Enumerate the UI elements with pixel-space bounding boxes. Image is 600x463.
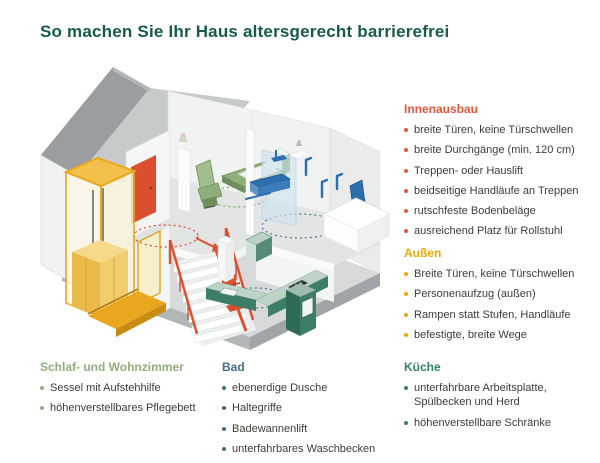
list-item xyxy=(404,381,594,410)
list-item xyxy=(404,204,596,218)
list-item xyxy=(404,267,596,281)
kitchen-tall-units xyxy=(286,283,316,336)
list-item-text: unterfahrbares Waschbecken xyxy=(232,442,376,455)
bullet-dot xyxy=(40,386,44,390)
bullet-dot xyxy=(404,229,408,233)
list-item xyxy=(222,422,390,436)
list-item-text: Personenaufzug (außen) xyxy=(414,288,536,301)
section-heading: Schlaf- und Wohnzimmer xyxy=(40,360,184,374)
section-aussen xyxy=(404,246,596,348)
bullet-dot xyxy=(404,292,408,296)
section-heading: Innenausbau xyxy=(404,102,479,116)
list-item-text: Badewannenlift xyxy=(232,422,308,435)
section-item-list xyxy=(404,123,596,239)
list-item-text: unterfahrbare Arbeitsplatte, Spülbecken und Herd xyxy=(414,382,547,409)
bullet-dot xyxy=(404,169,408,173)
list-item xyxy=(404,123,596,137)
list-item xyxy=(404,308,596,322)
list-item xyxy=(404,287,596,301)
list-item xyxy=(404,416,594,430)
list-item-text: Sessel mit Aufstehhilfe xyxy=(50,382,161,394)
list-item xyxy=(222,381,390,395)
bullet-dot xyxy=(404,189,408,193)
list-item xyxy=(404,184,596,198)
section-schlafzimmer xyxy=(40,360,218,422)
section-heading: Küche xyxy=(404,360,441,374)
section-heading: Außen xyxy=(404,246,442,260)
list-item xyxy=(40,381,218,395)
section-item-list xyxy=(404,381,594,430)
list-item-text: höhenverstellbare Schränke xyxy=(414,416,551,429)
list-item-text: breite Durchgänge (min. 120 cm) xyxy=(414,144,575,157)
bullet-dot xyxy=(404,386,408,390)
bullet-dot xyxy=(404,421,408,425)
outdoor-elevator-lift xyxy=(66,158,134,317)
page-title: So machen Sie Ihr Haus altersgerecht barrierefrei xyxy=(40,22,450,41)
list-item xyxy=(404,224,596,238)
section-bad xyxy=(222,360,390,462)
list-item-text: befestigte, breite Wege xyxy=(414,328,527,341)
bullet-dot xyxy=(404,313,408,317)
list-item-text: Haltegriffe xyxy=(232,402,282,415)
section-item-list xyxy=(40,381,218,416)
list-item xyxy=(40,401,218,415)
bullet-dot xyxy=(404,128,408,132)
section-item-list xyxy=(404,267,596,342)
list-item-text: breite Türen, keine Türschwellen xyxy=(414,124,574,136)
list-item xyxy=(404,143,596,157)
bullet-dot xyxy=(222,406,226,410)
bullet-dot xyxy=(222,427,226,431)
bullet-dot xyxy=(222,386,226,390)
list-item-text: Treppen- oder Hauslift xyxy=(414,164,524,177)
bullet-dot xyxy=(404,272,408,276)
list-item-text: ebenerdige Dusche xyxy=(232,382,328,394)
list-item-text: Rampen statt Stufen, Handläufe xyxy=(414,308,571,321)
list-item xyxy=(222,442,390,456)
list-item-text: rutschfeste Bodenbeläge xyxy=(414,205,536,218)
section-heading: Bad xyxy=(222,360,245,374)
list-item-text: beidseitige Handläufe an Treppen xyxy=(414,184,579,197)
list-item xyxy=(404,164,596,178)
list-item-text: Breite Türen, keine Türschwellen xyxy=(414,268,575,280)
list-item-text: höhenverstellbares Pflegebett xyxy=(50,402,196,415)
section-item-list xyxy=(222,381,390,456)
section-innenausbau xyxy=(404,102,596,245)
bullet-dot xyxy=(40,406,44,410)
section-kueche xyxy=(404,360,594,436)
bullet-dot xyxy=(404,148,408,152)
bullet-dot xyxy=(222,447,226,451)
bullet-dot xyxy=(404,209,408,213)
bullet-dot xyxy=(404,333,408,337)
list-item xyxy=(222,401,390,415)
list-item xyxy=(404,328,596,342)
list-item-text: ausreichend Platz für Rollstuhl xyxy=(414,225,563,238)
